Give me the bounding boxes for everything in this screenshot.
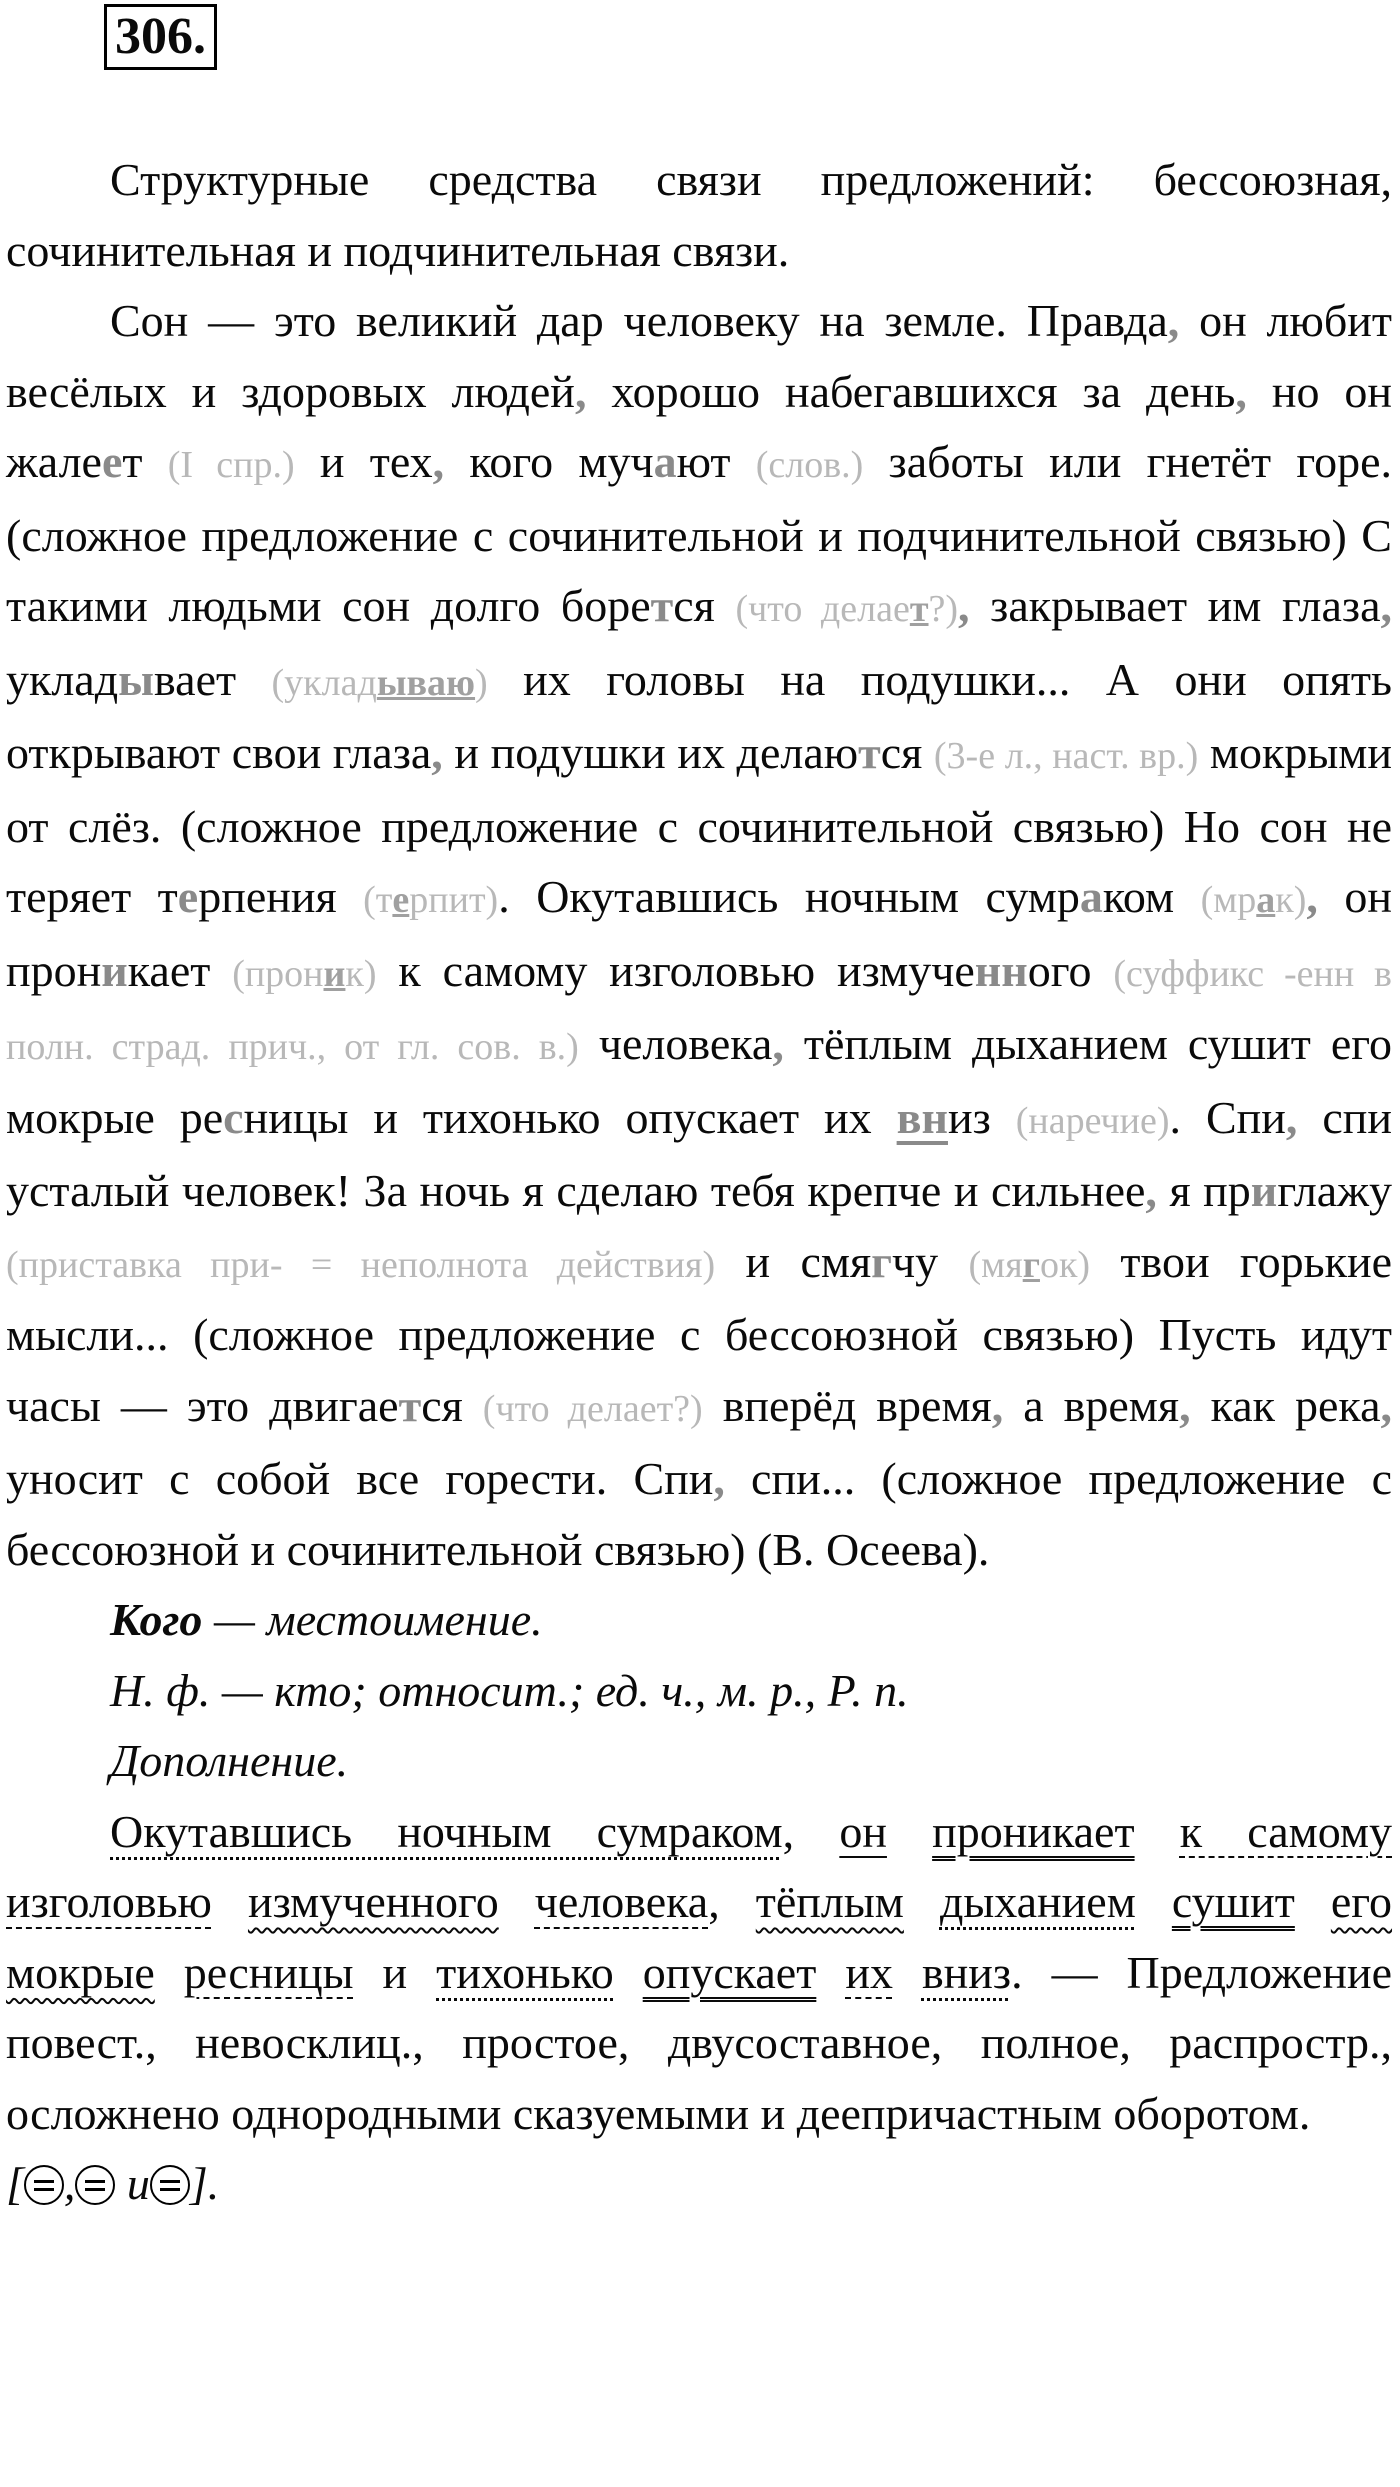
- text-run: и подушки их делаю: [442, 727, 859, 778]
- highlighted-letter: ,: [431, 727, 443, 778]
- text-run: ком: [1102, 871, 1201, 922]
- document-body: [6, 145, 1392, 2220]
- scheme-open: [: [6, 2158, 24, 2209]
- grammar-note: (суффикс -енн в полн. страд. прич., от гл. сов. в.): [6, 952, 1392, 1068]
- parse-text-run: [904, 1876, 940, 1927]
- text-run: . Спи: [1169, 1091, 1286, 1143]
- text-run: ся: [880, 727, 934, 778]
- grammar-note: (мя: [968, 1243, 1023, 1286]
- text-run: кого муч: [444, 436, 654, 487]
- text-run: ницы и тихонько опускает их: [243, 1091, 897, 1143]
- text-run: как река: [1190, 1379, 1381, 1431]
- text-run: ого: [1027, 944, 1114, 996]
- highlighted-letter: а: [1079, 871, 1103, 922]
- parse-text-run: ,: [782, 1805, 840, 1857]
- highlighted-letter: ,: [772, 1018, 784, 1069]
- predicate-circle-icon: [75, 2165, 115, 2205]
- highlighted-letter: т: [858, 727, 881, 778]
- text-run: спи усталый человек! За ночь я сделаю тебя крепче и сильнее: [6, 1091, 1393, 1216]
- text-run: Сон — это великий дар человеку на земле. Правда: [110, 295, 1168, 346]
- parse-paragraph: [6, 1797, 1392, 2150]
- text-run: т: [122, 436, 168, 487]
- text-run: чу: [892, 1235, 969, 1287]
- text-run: заботы или гнетёт горе. (сложное предложение с сочинительной и подчинительной связью) С такими людьми сон долго боре: [6, 436, 1392, 631]
- text-run: уносит с собой все горести. Спи: [6, 1453, 714, 1504]
- text-run: мокрыми от слёз. (сложное предложение с сочинительной связью) Но сон не теряет т: [6, 727, 1392, 922]
- grammar-note: ): [475, 661, 488, 704]
- parse-text-run: [155, 1947, 184, 1998]
- grammar-note: (уклад: [271, 661, 377, 704]
- grammar-note-mark: а: [1256, 879, 1276, 921]
- predicate-circle-icon: [150, 2165, 190, 2205]
- parse-text-run: ,: [708, 1876, 756, 1927]
- text-run: рпения: [198, 871, 364, 922]
- text-run: тёплым дыханием сушит его мокрые ре: [6, 1018, 1392, 1143]
- parse-text-run: [499, 1876, 535, 1927]
- sentence-member-dotdash: дыханием: [939, 1876, 1136, 1927]
- parse-text-run: [816, 1947, 845, 1998]
- predicate-circle-icon: [24, 2165, 64, 2205]
- sentence-scheme: [6, 2149, 1392, 2220]
- parse-text-run: и: [353, 1946, 437, 1998]
- highlighted-letter: ы: [118, 653, 155, 705]
- scheme-conj: и: [115, 2158, 150, 2209]
- grammar-note-mark: г: [1022, 1243, 1040, 1286]
- highlighted-letter: и: [1250, 1165, 1278, 1216]
- highlighted-letter: ,: [1380, 580, 1392, 631]
- highlighted-letter: ,: [1179, 1379, 1191, 1431]
- text-run: уклад: [6, 653, 119, 705]
- grammar-note: (т: [363, 879, 393, 921]
- grammar-note: к): [345, 952, 377, 995]
- scheme-sep: ,: [63, 2158, 76, 2209]
- analysis-line-1: [6, 1585, 1392, 1656]
- parse-text-run: . — Предложение повест., невосклиц., простое, двусоставное, полное, распростр., осложнено однородными сказуемыми и деепричастным оборотом.: [6, 1946, 1393, 2139]
- highlighted-letter: ,: [432, 436, 445, 487]
- sentence-member-dash: ресницы: [183, 1946, 354, 1998]
- grammar-note: рпит): [409, 879, 499, 921]
- sentence-member-dash: к самому изголовью: [6, 1805, 1393, 1927]
- parse-text-run: [1295, 1876, 1331, 1927]
- highlighted-letter: т: [398, 1379, 422, 1431]
- highlighted-letter: г: [871, 1235, 893, 1287]
- exercise-number-dot: .: [193, 8, 206, 65]
- highlighted-letter: т: [650, 580, 674, 631]
- text-run: и тех: [294, 436, 433, 487]
- highlighted-letter: а: [653, 436, 677, 487]
- highlighted-letter: ,: [1285, 1091, 1298, 1143]
- exercise-number: 306: [115, 8, 193, 65]
- highlighted-letter: ,: [991, 1379, 1004, 1431]
- highlighted-letter: ,: [1145, 1165, 1157, 1216]
- grammar-note: (3-е л., наст. вр.): [933, 735, 1199, 777]
- grammar-note-mark: и: [323, 952, 346, 995]
- highlighted-letter: ,: [1380, 1379, 1393, 1431]
- text-run: вает: [154, 653, 272, 705]
- main-text-paragraph: [6, 286, 1392, 1585]
- text-run: ют: [676, 436, 756, 487]
- grammar-note: (что делае: [735, 588, 910, 630]
- text-run: из: [947, 1091, 1016, 1143]
- grammar-note: (что делает?): [482, 1387, 703, 1430]
- analysis-pos: — местоимение.: [202, 1594, 543, 1645]
- grammar-note-mark: ываю: [376, 661, 476, 704]
- sentence-member-dash: человека: [534, 1876, 709, 1927]
- highlighted-letter: ,: [1235, 365, 1247, 417]
- analysis-form: Н. ф. — кто; относит.; ед. ч., м. р., Р. п.: [110, 1664, 909, 1716]
- grammar-note-mark: т: [909, 588, 929, 630]
- grammar-note: (наречие): [1015, 1099, 1170, 1142]
- text-run: вперёд время: [702, 1379, 992, 1431]
- text-run: хорошо набегавшихся за день: [586, 365, 1236, 417]
- sentence-member-pred: проникает: [932, 1805, 1135, 1857]
- highlighted-letter: е: [101, 436, 123, 487]
- text-run: человека: [578, 1018, 773, 1069]
- parse-text-run: [893, 1947, 922, 1998]
- sentence-member-dash: их: [845, 1946, 893, 1998]
- grammar-note: (мр: [1200, 879, 1257, 921]
- grammar-note: (I спр.): [167, 444, 295, 486]
- text-run: он прон: [6, 871, 1392, 996]
- text-run: их головы на подушки... А они опять открывают свои глаза: [6, 653, 1392, 778]
- grammar-note: ?): [928, 588, 959, 630]
- highlighted-letter: ,: [1167, 295, 1180, 346]
- sentence-member-dotdash: Окутавшись ночным сумраком: [110, 1805, 783, 1857]
- highlighted-letter: е: [177, 871, 199, 922]
- highlighted-letter: с: [223, 1091, 244, 1143]
- sentence-member-pred: сушит: [1171, 1876, 1295, 1927]
- grammar-note: к): [1275, 879, 1307, 921]
- grammar-note: (слов.): [755, 444, 864, 486]
- grammar-note-mark: е: [392, 879, 410, 921]
- text-run: ся: [421, 1379, 483, 1431]
- parse-text-run: [1135, 1806, 1180, 1857]
- analysis-word: Кого: [110, 1594, 203, 1645]
- text-run: он любит весёлых и здоровых людей: [6, 295, 1392, 417]
- text-run: твои горькие мысли... (сложное предложение с бессоюзной связью) Пусть идут часы — это двигае: [6, 1235, 1392, 1431]
- sentence-member-pred: опускает: [642, 1946, 817, 1998]
- text-run: но он жале: [6, 365, 1393, 487]
- sentence-member-dotdash: вниз: [921, 1946, 1012, 1998]
- parse-text-run: [1136, 1876, 1172, 1927]
- highlighted-letter: ,: [958, 580, 970, 631]
- text-run: закрывает им глаза: [969, 580, 1381, 631]
- intro-paragraph: Структурные средства связи предложений: бессоюзная, сочинительная и подчинительная связи.: [6, 154, 1392, 276]
- sentence-member-wavy: мокрые: [6, 1946, 155, 1998]
- grammar-note: (прон: [232, 952, 324, 995]
- text-run: и смя: [715, 1235, 872, 1287]
- text-run: я пр: [1156, 1165, 1251, 1216]
- text-run: . Окутавшись ночным сумр: [498, 871, 1080, 922]
- sentence-member-wavy: его: [1330, 1876, 1393, 1927]
- highlighted-letter: нн: [974, 944, 1028, 996]
- highlighted-letter: ,: [574, 365, 587, 417]
- text-run: а время: [1003, 1379, 1180, 1431]
- sentence-member-subj: он: [839, 1805, 887, 1857]
- text-run: кает: [127, 944, 233, 996]
- exercise-number-box: [104, 4, 217, 70]
- highlighted-letter: ,: [1306, 871, 1318, 922]
- sentence-member-dotdash: тихонько: [436, 1946, 614, 1998]
- sentence-member-wavy: измученного: [247, 1876, 499, 1927]
- highlighted-letter: и: [101, 944, 128, 996]
- parse-text-run: [887, 1806, 932, 1857]
- text-run: ся: [673, 580, 736, 631]
- text-run: к самому изголовью измуче: [376, 944, 975, 996]
- morpheme-mark: вн: [896, 1091, 948, 1143]
- grammar-note: ок): [1039, 1243, 1091, 1286]
- scheme-close: ].: [189, 2158, 220, 2209]
- text-run: спи... (сложное предложение с бессоюзной и сочинительной связью) (В. Осеева).: [6, 1453, 1392, 1575]
- parse-text-run: [212, 1876, 248, 1927]
- grammar-note: (приставка при- = неполнота действия): [6, 1243, 716, 1286]
- highlighted-letter: ,: [713, 1453, 725, 1504]
- sentence-member-wavy: тёплым: [755, 1876, 904, 1927]
- text-run: глажу: [1277, 1165, 1392, 1216]
- parse-text-run: [614, 1947, 643, 1998]
- analysis-role: Дополнение.: [110, 1735, 349, 1786]
